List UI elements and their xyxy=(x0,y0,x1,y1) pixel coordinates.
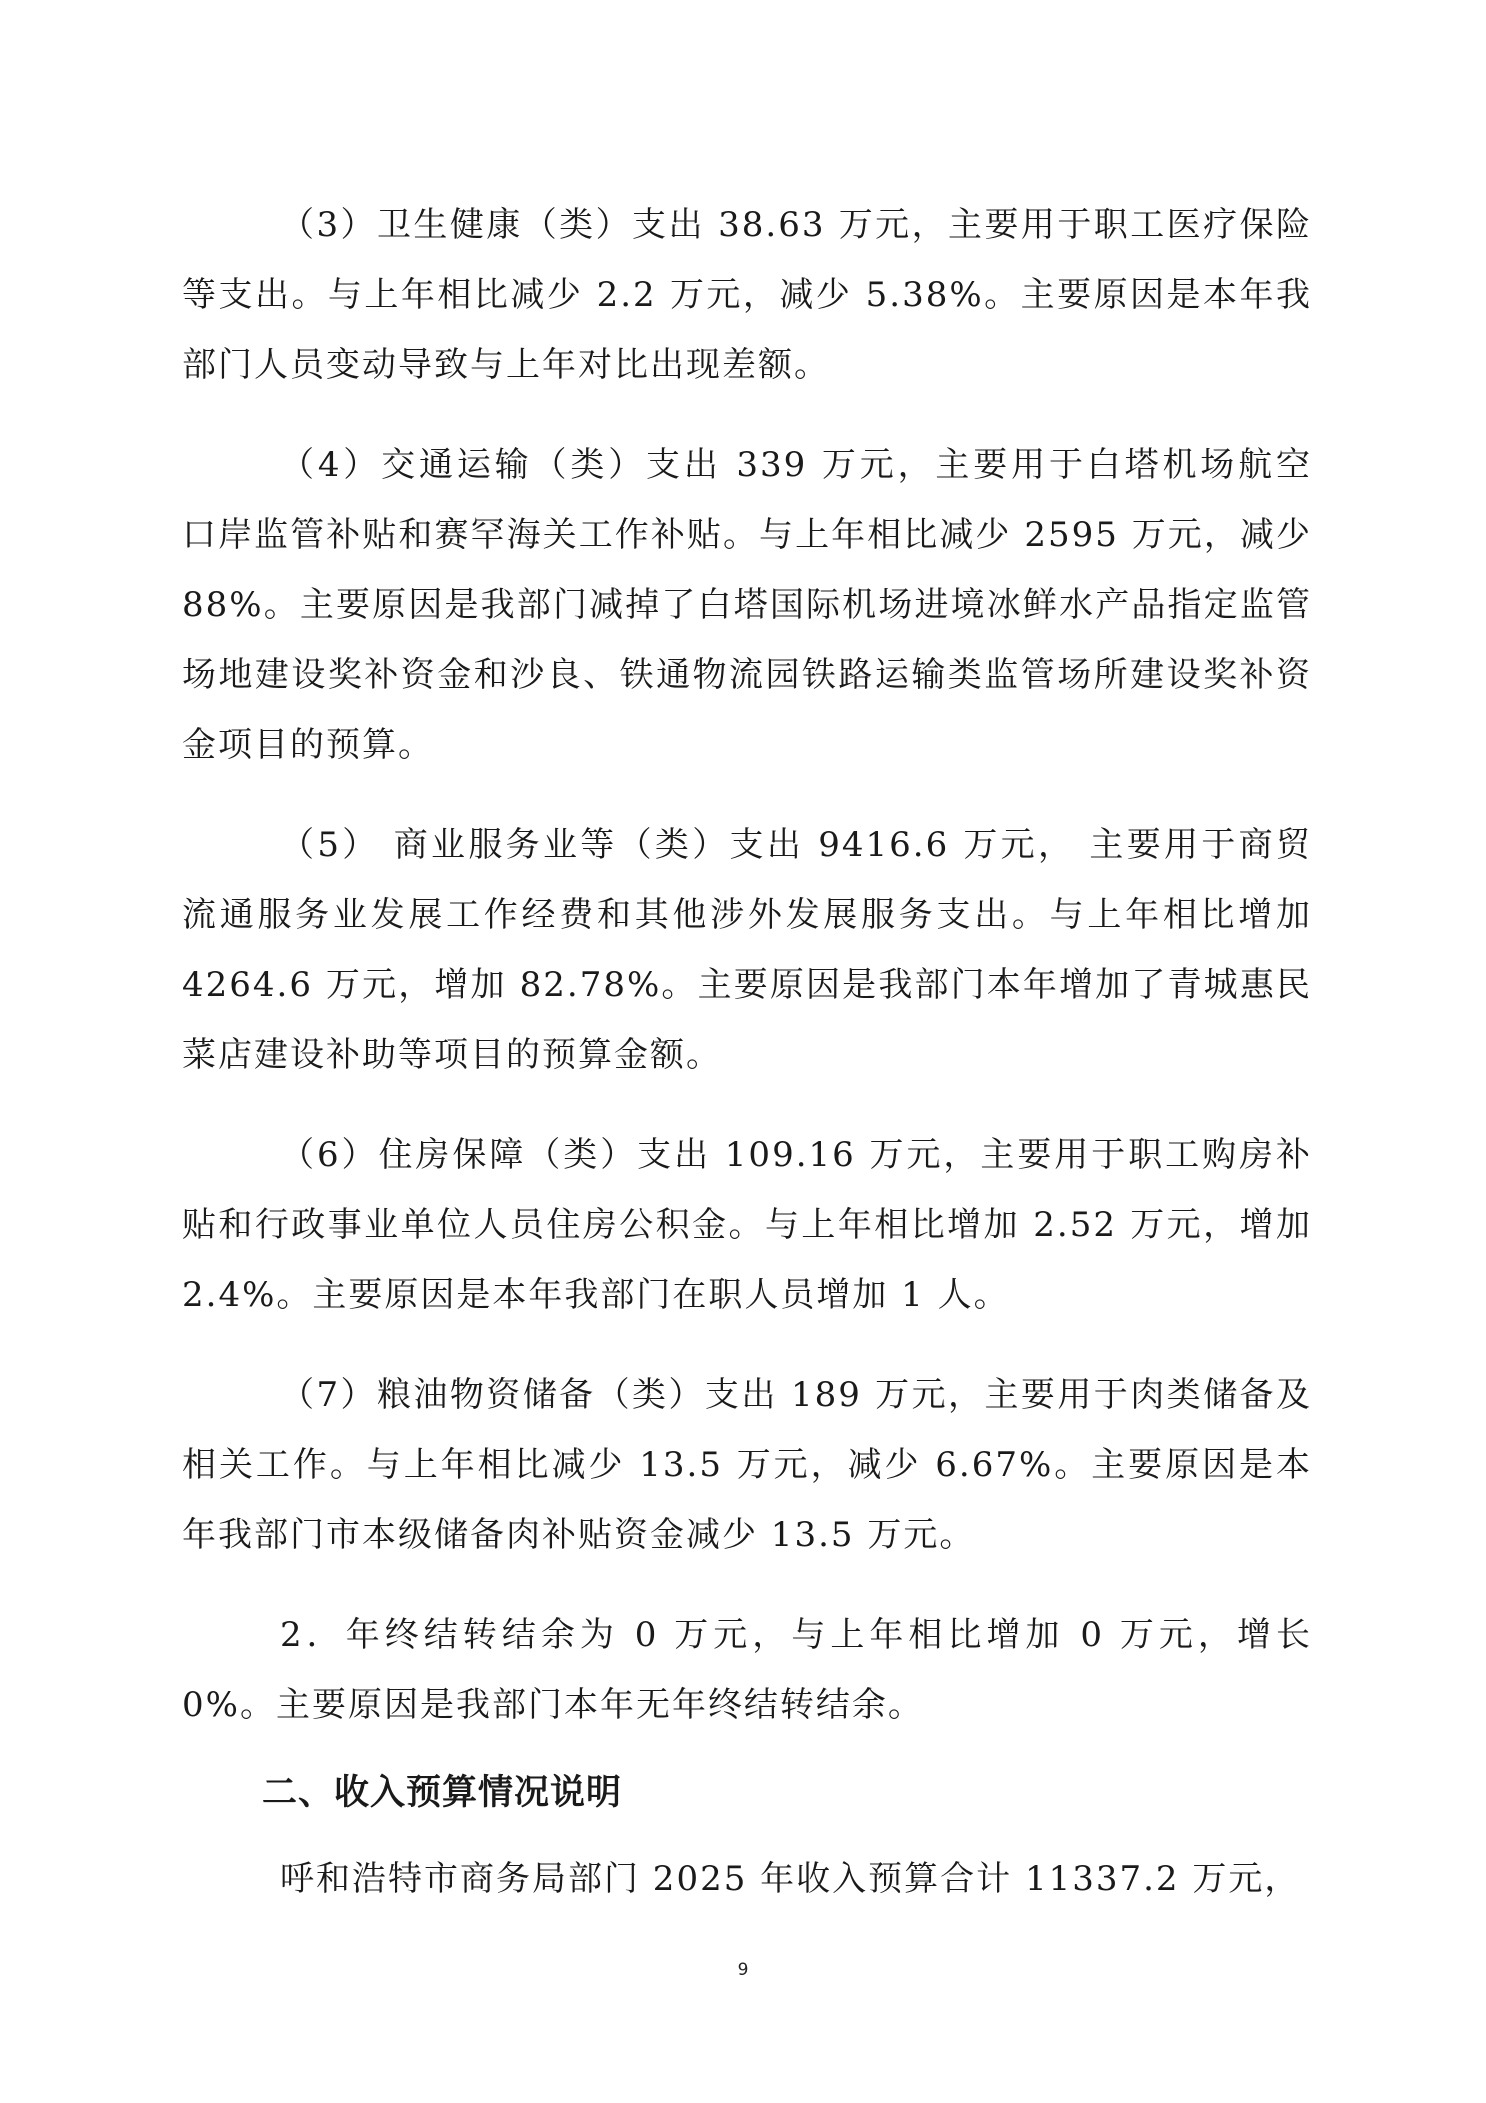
paragraph-health-expenditure: （3）卫生健康（类）支出 38.63 万元，主要用于职工医疗保险等支出。与上年相比减少 2.2 万元，减少 5.38%。主要原因是本年我部门人员变动导致与上年对比出现差额。 xyxy=(182,205,1312,385)
paragraph-year-end-balance: 2．年终结转结余为 0 万元，与上年相比增加 0 万元，增长 0%。主要原因是我部门本年无年终结转结余。 xyxy=(182,1615,1312,1725)
paragraph-transport-expenditure: （4）交通运输（类）支出 339 万元，主要用于白塔机场航空 口岸监管补贴和赛罕海关工作补贴。与上年相比减少 2595 万元，减少 88%。主要原因是我部门减掉了白塔国际机场进境冰鲜水产品指定监管场地建设奖补资金和沙良、铁通物流园铁路运输类监管场所建设奖补资金项目的预算。 xyxy=(182,445,1312,765)
paragraph-income-budget-total: 呼和浩特市商务局部门 2025 年收入预算合计 11337.2 万元， xyxy=(280,1859,1301,1899)
paragraph-housing-expenditure: （6）住房保障（类）支出 109.16 万元，主要用于职工购房补贴和行政事业单位人员住房公积金。与上年相比增加 2.52 万元，增加 2.4%。主要原因是本年我部门在职人员增加 1 人。 xyxy=(182,1135,1312,1315)
section-heading-income-budget: 二、收入预算情况说明 xyxy=(262,1773,623,1813)
page-number: 9 xyxy=(737,1960,749,1980)
page-body xyxy=(182,190,1312,1944)
paragraph-commerce-expenditure: （5） 商业服务业等（类）支出 9416.6 万元， 主要用于商贸流通服务业发展工作经费和其他涉外发展服务支出。与上年相比增加 4264.6 万元，增加 82.78%。主要原因是我部门本年增加了青城惠民菜店建设补助等项目的预算金额。 xyxy=(182,825,1312,1075)
paragraph-grain-reserve-expenditure: （7）粮油物资储备（类）支出 189 万元，主要用于肉类储备及相关工作。与上年相比减少 13.5 万元，减少 6.67%。主要原因是本年我部门市本级储备肉补贴资金减少 13.5 万元。 xyxy=(182,1375,1312,1555)
